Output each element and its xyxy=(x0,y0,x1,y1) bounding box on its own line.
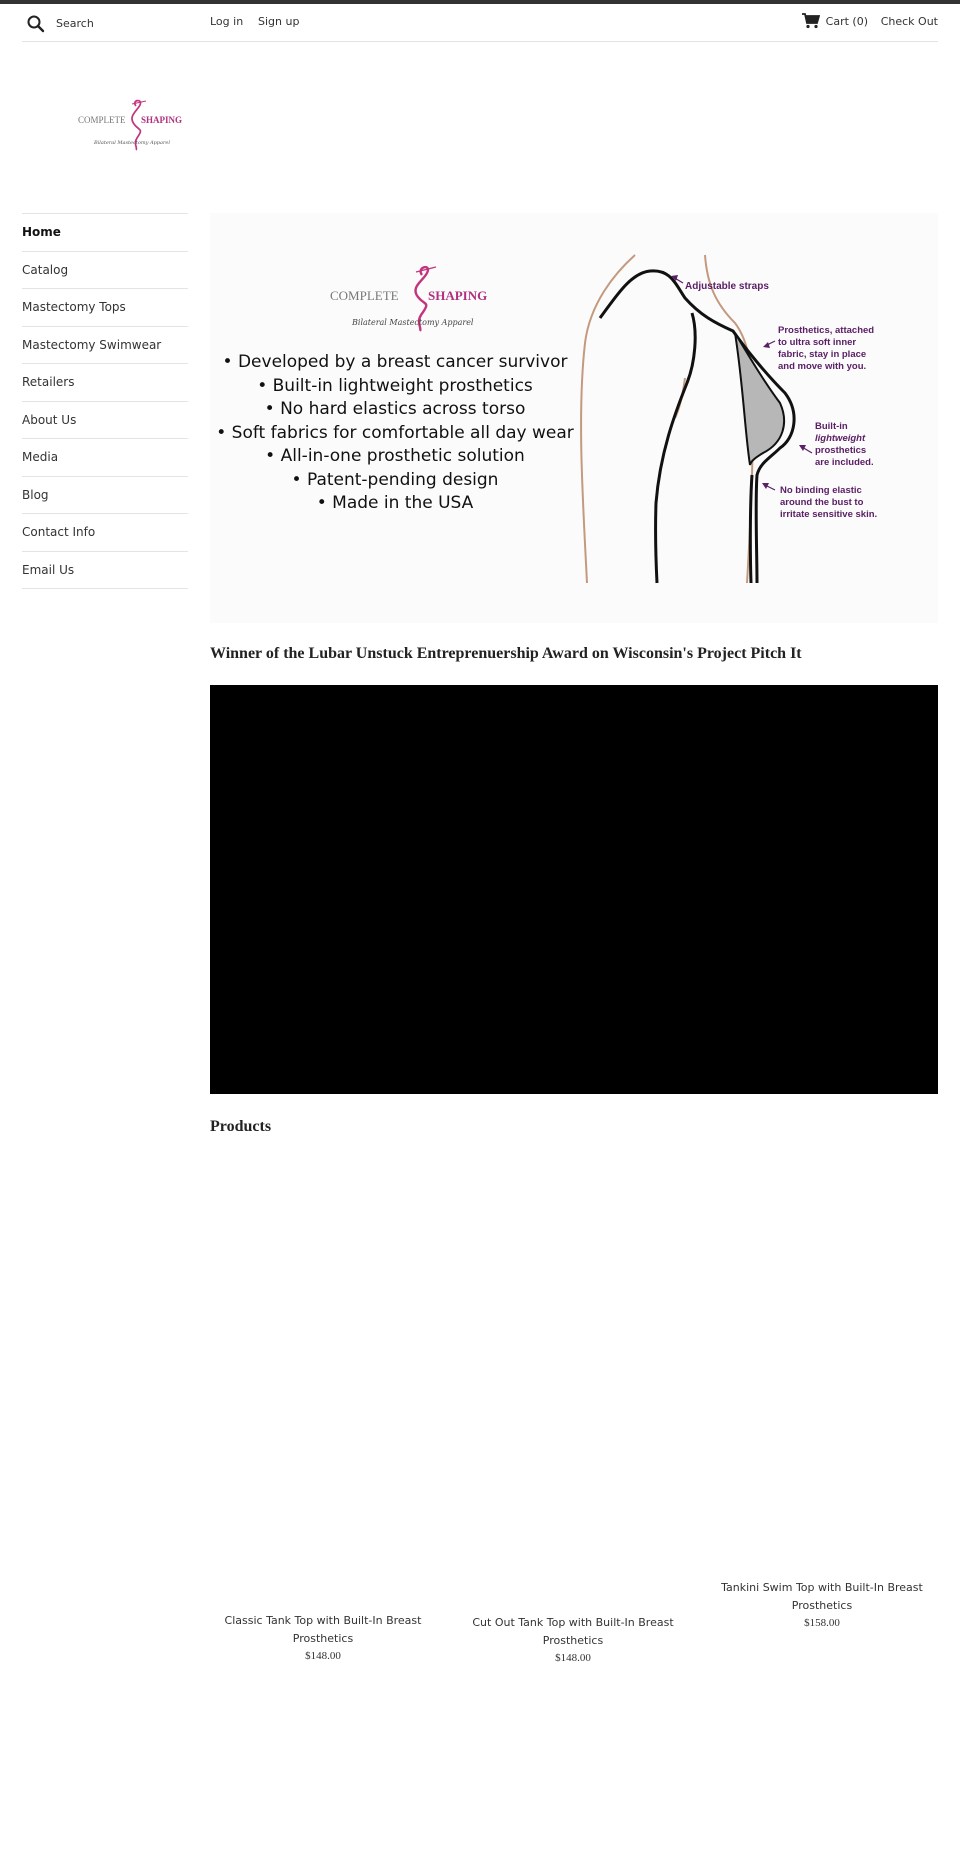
callout-builtin-line: lightweight xyxy=(815,433,866,444)
sidebar-item-home[interactable]: Home xyxy=(22,214,188,252)
video-player[interactable] xyxy=(210,685,938,1094)
hero-feature-item: • Developed by a breast cancer survivor xyxy=(210,351,580,375)
product-name: Tankini Swim Top with Built-In Breast Prosthetics xyxy=(721,1581,923,1612)
signup-link[interactable]: Sign up xyxy=(258,15,300,28)
hero-brand-logo xyxy=(330,263,510,338)
logo-tagline: Bilateral Mastectomy Apparel xyxy=(94,140,170,146)
sidebar-item-mastectomy-swimwear[interactable]: Mastectomy Swimwear xyxy=(22,327,188,365)
callout-attached-line: Prosthetics, attached xyxy=(778,325,875,336)
search-input[interactable] xyxy=(56,12,216,34)
search-icon[interactable] xyxy=(26,14,46,34)
award-heading: Winner of the Lubar Unstuck Entreprenuership Award on Wisconsin's Project Pitch It xyxy=(210,645,802,662)
hero-logo-text-complete: COMPLETE xyxy=(330,288,399,303)
hero-feature-item: • All-in-one prosthetic solution xyxy=(210,445,580,469)
sidebar-item-media[interactable]: Media xyxy=(22,439,188,477)
sidebar-nav xyxy=(22,213,188,589)
product-price: $148.00 xyxy=(555,1652,591,1664)
callout-elastic-line: around the bust to xyxy=(780,497,864,508)
hero-banner[interactable] xyxy=(210,213,938,623)
header xyxy=(22,4,938,42)
product-card[interactable] xyxy=(213,1612,433,1662)
product-price: $158.00 xyxy=(804,1617,840,1629)
hero-logo-tagline: Bilateral Mastectomy Apparel xyxy=(352,318,474,327)
sidebar-item-blog[interactable]: Blog xyxy=(22,477,188,515)
sidebar-item-email-us[interactable]: Email Us xyxy=(22,552,188,590)
callout-straps: Adjustable straps xyxy=(685,281,769,292)
checkout-link[interactable]: Check Out xyxy=(880,15,938,28)
callout-builtin-line: Built-in xyxy=(815,421,848,432)
brand-logo xyxy=(70,98,202,158)
garment-diagram xyxy=(575,253,938,608)
product-card[interactable] xyxy=(463,1614,683,1664)
sidebar-item-catalog[interactable]: Catalog xyxy=(22,252,188,290)
products-heading: Products xyxy=(210,1118,272,1135)
cart-label: Cart (0) xyxy=(825,14,868,28)
sidebar-item-contact-info[interactable]: Contact Info xyxy=(22,514,188,552)
login-link[interactable]: Log in xyxy=(210,15,244,28)
product-name: Cut Out Tank Top with Built-In Breast Prosthetics xyxy=(472,1616,674,1647)
hero-feature-item: • Built-in lightweight prosthetics xyxy=(210,375,580,399)
hero-feature-item: • Patent-pending design xyxy=(210,469,580,493)
sidebar-item-mastectomy-tops[interactable]: Mastectomy Tops xyxy=(22,289,188,327)
hero-feature-item: • Made in the USA xyxy=(210,492,580,516)
cart-link[interactable] xyxy=(802,13,868,29)
hero-feature-item: • No hard elastics across torso xyxy=(210,398,580,422)
logo-text-shaping: SHAPING xyxy=(141,115,183,125)
sidebar-item-retailers[interactable]: Retailers xyxy=(22,364,188,402)
hero-feature-list xyxy=(210,351,580,516)
callout-elastic-line: irritate sensitive skin. xyxy=(780,509,878,520)
callout-elastic-line: No binding elastic xyxy=(780,485,862,496)
cart-icon xyxy=(802,13,820,29)
product-price: $148.00 xyxy=(305,1650,341,1662)
callout-builtin-line: prosthetics xyxy=(815,445,867,456)
sidebar-item-about-us[interactable]: About Us xyxy=(22,402,188,440)
hero-logo-text-shaping: SHAPING xyxy=(428,288,488,303)
callout-attached-line: and move with you. xyxy=(778,361,867,372)
product-card[interactable] xyxy=(712,1579,932,1629)
callout-attached-line: fabric, stay in place xyxy=(778,349,867,360)
callout-attached-line: to ultra soft inner xyxy=(778,337,857,348)
callout-builtin-line: are included. xyxy=(815,457,874,468)
product-name: Classic Tank Top with Built-In Breast Prosthetics xyxy=(224,1614,422,1645)
hero-feature-item: • Soft fabrics for comfortable all day wear xyxy=(210,422,580,446)
logo-text-complete: COMPLETE xyxy=(78,115,126,125)
